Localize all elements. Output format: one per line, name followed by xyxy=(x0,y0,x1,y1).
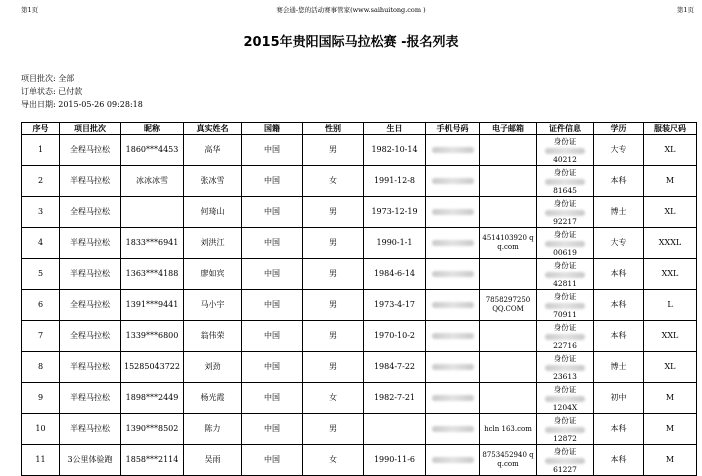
cell-gender: 女 xyxy=(303,445,364,476)
cell-edu: 大专 xyxy=(594,228,644,259)
certificate-tail: 42811 xyxy=(553,278,577,288)
cell-batch: 半程马拉松 xyxy=(60,259,121,290)
cell-name: 陈力 xyxy=(184,414,242,445)
certificate-tail: 92217 xyxy=(553,216,577,226)
cell-certificate xyxy=(537,445,594,476)
cell-nick: 1390***8502 xyxy=(121,414,184,445)
cell-birth: 1990-11-6 xyxy=(364,445,426,476)
cell-nation: 中国 xyxy=(242,321,303,352)
redacted-id-number xyxy=(545,148,585,154)
cell-size: M xyxy=(644,445,697,476)
cell-email xyxy=(480,352,537,383)
cell-email xyxy=(480,166,537,197)
cell-nick: 冰冰冰雪 xyxy=(121,166,184,197)
redacted-id-number xyxy=(545,396,585,402)
column-header: 昵称 xyxy=(121,123,184,135)
cell-no: 10 xyxy=(22,414,60,445)
cell-certificate xyxy=(537,166,594,197)
cell-batch: 半程马拉松 xyxy=(60,166,121,197)
cell-nick: 1860***4453 xyxy=(121,135,184,166)
cell-birth: 1990-1-1 xyxy=(364,228,426,259)
cell-email xyxy=(480,135,537,166)
cell-batch: 半程马拉松 xyxy=(60,228,121,259)
cell-edu: 博士 xyxy=(594,197,644,228)
cell-edu: 初中 xyxy=(594,383,644,414)
page-number-right: 第1页 xyxy=(676,6,694,14)
certificate-type: 身份证 xyxy=(553,353,577,363)
cell-birth: 1970-10-2 xyxy=(364,321,426,352)
redacted-phone xyxy=(432,364,474,370)
table-row xyxy=(22,228,697,259)
table-row xyxy=(22,290,697,321)
cell-size: L xyxy=(644,290,697,321)
cell-edu: 本科 xyxy=(594,166,644,197)
table-row xyxy=(22,445,697,476)
cell-phone-redacted xyxy=(426,290,480,321)
cell-email xyxy=(480,259,537,290)
cell-birth: 1984-6-14 xyxy=(364,259,426,290)
redacted-id-number xyxy=(545,241,585,247)
cell-edu: 大专 xyxy=(594,135,644,166)
cell-no: 8 xyxy=(22,352,60,383)
redacted-phone xyxy=(432,271,474,277)
certificate-tail: 22716 xyxy=(553,340,577,350)
table-row xyxy=(22,352,697,383)
cell-certificate xyxy=(537,352,594,383)
redacted-phone xyxy=(432,395,474,401)
cell-certificate xyxy=(537,197,594,228)
cell-birth: 1973-12-19 xyxy=(364,197,426,228)
cell-size: XXXL xyxy=(644,228,697,259)
cell-gender: 男 xyxy=(303,414,364,445)
cell-size: XL xyxy=(644,352,697,383)
cell-phone-redacted xyxy=(426,383,480,414)
cell-phone-redacted xyxy=(426,352,480,383)
cell-nation: 中国 xyxy=(242,228,303,259)
cell-size: XXL xyxy=(644,321,697,352)
cell-no: 6 xyxy=(22,290,60,321)
cell-certificate xyxy=(537,259,594,290)
cell-nick xyxy=(121,197,184,228)
certificate-tail: 1204X xyxy=(552,402,578,412)
cell-size: M xyxy=(644,414,697,445)
cell-no: 9 xyxy=(22,383,60,414)
redacted-id-number xyxy=(545,334,585,340)
certificate-type: 身份证 xyxy=(553,260,577,270)
cell-gender: 男 xyxy=(303,321,364,352)
certificate-type: 身份证 xyxy=(553,291,577,301)
cell-batch: 半程马拉松 xyxy=(60,352,121,383)
cell-email xyxy=(480,197,537,228)
table-row xyxy=(22,259,697,290)
cell-email: 4514103920 qq.com xyxy=(480,228,537,259)
cell-name: 张冰雪 xyxy=(184,166,242,197)
meta-export-date: 导出日期: 2015-05-26 09:28:18 xyxy=(21,100,143,109)
cell-certificate xyxy=(537,383,594,414)
cell-nick: 1339***6800 xyxy=(121,321,184,352)
cell-batch: 全程马拉松 xyxy=(60,290,121,321)
cell-phone-redacted xyxy=(426,259,480,290)
certificate-tail: 81645 xyxy=(553,185,577,195)
cell-edu: 本科 xyxy=(594,259,644,290)
cell-name: 何琦山 xyxy=(184,197,242,228)
meta-order-status: 订单状态: 已付款 xyxy=(21,87,83,96)
cell-nation: 中国 xyxy=(242,445,303,476)
certificate-type: 身份证 xyxy=(553,136,577,146)
column-header: 项目批次 xyxy=(60,123,121,135)
redacted-id-number xyxy=(545,179,585,185)
cell-no: 2 xyxy=(22,166,60,197)
redacted-phone xyxy=(432,302,474,308)
cell-batch: 全程马拉松 xyxy=(60,197,121,228)
certificate-type: 身份证 xyxy=(553,384,577,394)
cell-name: 刘洪江 xyxy=(184,228,242,259)
cell-nation: 中国 xyxy=(242,259,303,290)
cell-certificate xyxy=(537,228,594,259)
page-number-left: 第1页 xyxy=(21,6,39,14)
redacted-phone xyxy=(432,333,474,339)
cell-nick: 1391***9441 xyxy=(121,290,184,321)
cell-birth xyxy=(364,414,426,445)
redacted-phone xyxy=(432,240,474,246)
cell-edu: 本科 xyxy=(594,290,644,321)
cell-edu: 本科 xyxy=(594,321,644,352)
meta-project-batch: 项目批次: 全部 xyxy=(21,74,75,83)
cell-nick: 15285043722 xyxy=(121,352,184,383)
cell-name: 马小宇 xyxy=(184,290,242,321)
registration-table xyxy=(21,122,697,476)
certificate-tail: 12872 xyxy=(553,433,577,443)
redacted-phone xyxy=(432,457,474,463)
cell-birth: 1991-12-8 xyxy=(364,166,426,197)
cell-certificate xyxy=(537,135,594,166)
cell-birth: 1982-7-21 xyxy=(364,383,426,414)
cell-email: 7858297250 QQ.COM xyxy=(480,290,537,321)
redacted-id-number xyxy=(545,458,585,464)
cell-certificate xyxy=(537,414,594,445)
cell-nation: 中国 xyxy=(242,352,303,383)
table-row xyxy=(22,321,697,352)
redacted-id-number xyxy=(545,427,585,433)
cell-gender: 男 xyxy=(303,290,364,321)
redacted-phone xyxy=(432,178,474,184)
certificate-type: 身份证 xyxy=(553,167,577,177)
cell-gender: 男 xyxy=(303,197,364,228)
certificate-tail: 70911 xyxy=(553,309,577,319)
cell-email: 8753452940 qq.com xyxy=(480,445,537,476)
cell-no: 11 xyxy=(22,445,60,476)
column-header: 生日 xyxy=(364,123,426,135)
cell-edu: 博士 xyxy=(594,352,644,383)
column-header: 学历 xyxy=(594,123,644,135)
column-header: 性别 xyxy=(303,123,364,135)
certificate-type: 身份证 xyxy=(553,446,577,456)
certificate-type: 身份证 xyxy=(553,322,577,332)
redacted-id-number xyxy=(545,365,585,371)
redacted-phone xyxy=(432,147,474,153)
cell-batch: 3公里体验跑 xyxy=(60,445,121,476)
column-header: 真实姓名 xyxy=(184,123,242,135)
cell-batch: 半程马拉松 xyxy=(60,414,121,445)
cell-phone-redacted xyxy=(426,135,480,166)
certificate-type: 身份证 xyxy=(553,229,577,239)
column-header: 手机号码 xyxy=(426,123,480,135)
cell-batch: 全程马拉松 xyxy=(60,321,121,352)
cell-email xyxy=(480,383,537,414)
cell-size: M xyxy=(644,383,697,414)
table-row xyxy=(22,135,697,166)
table-row xyxy=(22,383,697,414)
certificate-type: 身份证 xyxy=(553,198,577,208)
cell-certificate xyxy=(537,290,594,321)
cell-nick: 1833***6941 xyxy=(121,228,184,259)
cell-phone-redacted xyxy=(426,197,480,228)
cell-nick: 1363***4188 xyxy=(121,259,184,290)
table-row xyxy=(22,197,697,228)
cell-no: 5 xyxy=(22,259,60,290)
table-header-row xyxy=(22,123,697,135)
cell-gender: 男 xyxy=(303,228,364,259)
cell-gender: 男 xyxy=(303,135,364,166)
cell-no: 7 xyxy=(22,321,60,352)
certificate-type: 身份证 xyxy=(553,415,577,425)
cell-phone-redacted xyxy=(426,414,480,445)
cell-name: 廖如宾 xyxy=(184,259,242,290)
certificate-tail: 23613 xyxy=(553,371,577,381)
cell-phone-redacted xyxy=(426,445,480,476)
cell-email: hcln 163.com xyxy=(480,414,537,445)
cell-size: XL xyxy=(644,135,697,166)
cell-size: XXL xyxy=(644,259,697,290)
column-header: 电子邮箱 xyxy=(480,123,537,135)
cell-nation: 中国 xyxy=(242,414,303,445)
cell-size: XL xyxy=(644,197,697,228)
cell-name: 杨光霞 xyxy=(184,383,242,414)
cell-gender: 男 xyxy=(303,259,364,290)
document-title: 2015年贵阳国际马拉松赛 -报名列表 xyxy=(243,35,459,50)
cell-phone-redacted xyxy=(426,166,480,197)
redacted-phone xyxy=(432,426,474,432)
cell-birth: 1982-10-14 xyxy=(364,135,426,166)
table-row xyxy=(22,166,697,197)
column-header: 证件信息 xyxy=(537,123,594,135)
cell-no: 3 xyxy=(22,197,60,228)
redacted-id-number xyxy=(545,272,585,278)
cell-gender: 女 xyxy=(303,166,364,197)
cell-birth: 1973-4-17 xyxy=(364,290,426,321)
cell-batch: 全程马拉松 xyxy=(60,135,121,166)
cell-gender: 女 xyxy=(303,383,364,414)
site-header: 赛会通-您的活动赛事管家(www.saihuitong.com ) xyxy=(276,6,426,14)
column-header: 序号 xyxy=(22,123,60,135)
cell-edu: 本科 xyxy=(594,445,644,476)
cell-gender: 男 xyxy=(303,352,364,383)
column-header: 服装尺码 xyxy=(644,123,697,135)
certificate-tail: 61227 xyxy=(553,464,577,474)
cell-email xyxy=(480,321,537,352)
table-row xyxy=(22,414,697,445)
cell-batch: 半程马拉松 xyxy=(60,383,121,414)
cell-phone-redacted xyxy=(426,228,480,259)
cell-certificate xyxy=(537,321,594,352)
cell-nation: 中国 xyxy=(242,166,303,197)
cell-nation: 中国 xyxy=(242,383,303,414)
cell-name: 翁伟荣 xyxy=(184,321,242,352)
cell-size: M xyxy=(644,166,697,197)
redacted-phone xyxy=(432,209,474,215)
cell-nick: 1898***2449 xyxy=(121,383,184,414)
cell-edu: 本科 xyxy=(594,414,644,445)
cell-no: 1 xyxy=(22,135,60,166)
certificate-tail: 40212 xyxy=(553,154,577,164)
certificate-tail: 00619 xyxy=(553,247,577,257)
cell-name: 高华 xyxy=(184,135,242,166)
cell-nation: 中国 xyxy=(242,135,303,166)
cell-name: 刘劲 xyxy=(184,352,242,383)
cell-nation: 中国 xyxy=(242,290,303,321)
column-header: 国籍 xyxy=(242,123,303,135)
cell-nation: 中国 xyxy=(242,197,303,228)
cell-birth: 1984-7-22 xyxy=(364,352,426,383)
cell-name: 吴雨 xyxy=(184,445,242,476)
cell-phone-redacted xyxy=(426,321,480,352)
cell-nick: 1858***2114 xyxy=(121,445,184,476)
redacted-id-number xyxy=(545,303,585,309)
cell-no: 4 xyxy=(22,228,60,259)
redacted-id-number xyxy=(545,210,585,216)
